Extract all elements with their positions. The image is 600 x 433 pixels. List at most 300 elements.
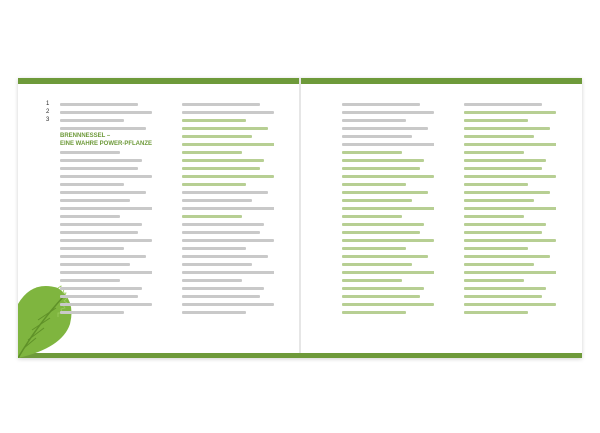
track-row — [46, 180, 170, 188]
track-row — [168, 132, 292, 140]
track-number — [450, 180, 464, 188]
track-row — [46, 132, 170, 140]
track-title — [464, 252, 556, 260]
unreadable-text-line — [60, 119, 124, 122]
track-number — [328, 172, 342, 180]
track-row — [450, 284, 574, 292]
green-band-bottom — [18, 353, 582, 358]
track-row — [46, 204, 170, 212]
track-title — [464, 132, 556, 140]
track-row — [450, 116, 574, 124]
unreadable-text-line — [464, 215, 524, 218]
track-title — [342, 300, 434, 308]
track-number — [328, 116, 342, 124]
unreadable-text-line — [182, 295, 260, 298]
track-title — [60, 252, 152, 260]
track-number — [328, 140, 342, 148]
track-row — [46, 260, 170, 268]
track-title — [342, 292, 434, 300]
track-number — [168, 236, 182, 244]
track-title — [60, 196, 152, 204]
track-title — [60, 108, 152, 116]
track-row — [328, 252, 452, 260]
track-row — [450, 292, 574, 300]
track-row — [328, 236, 452, 244]
unreadable-text-line — [342, 151, 402, 154]
track-number — [450, 268, 464, 276]
track-number — [168, 100, 182, 108]
track-number — [450, 148, 464, 156]
unreadable-text-line — [464, 119, 528, 122]
track-title — [464, 204, 556, 212]
unreadable-text-line — [60, 271, 152, 274]
track-number — [46, 180, 60, 188]
track-number — [168, 260, 182, 268]
unreadable-text-line — [464, 167, 542, 170]
track-title — [182, 236, 274, 244]
unreadable-text-line — [60, 287, 142, 290]
track-number — [46, 124, 60, 132]
track-row — [450, 196, 574, 204]
unreadable-text-line — [60, 311, 124, 314]
track-title — [342, 140, 434, 148]
unreadable-text-line — [182, 135, 252, 138]
track-number — [168, 204, 182, 212]
track-title — [60, 220, 152, 228]
track-duration — [556, 124, 574, 132]
track-number — [46, 148, 60, 156]
track-number — [46, 172, 60, 180]
track-title — [464, 292, 556, 300]
track-title — [60, 244, 152, 252]
track-number — [46, 268, 60, 276]
track-number — [46, 300, 60, 308]
track-title — [464, 308, 556, 316]
unreadable-text-line — [464, 191, 550, 194]
track-title — [342, 244, 434, 252]
track-number — [450, 108, 464, 116]
track-title — [60, 308, 152, 316]
track-row — [328, 204, 452, 212]
track-number — [450, 300, 464, 308]
track-duration — [556, 164, 574, 172]
unreadable-text-line — [60, 239, 152, 242]
track-title — [342, 260, 434, 268]
track-row — [328, 124, 452, 132]
track-row — [46, 116, 170, 124]
page-gutter — [299, 78, 301, 358]
track-number — [46, 252, 60, 260]
unreadable-text-line — [182, 279, 242, 282]
track-number — [168, 252, 182, 260]
track-number — [328, 276, 342, 284]
track-number — [168, 124, 182, 132]
track-number — [328, 244, 342, 252]
track-row — [328, 116, 452, 124]
track-title — [464, 172, 556, 180]
track-title — [342, 204, 434, 212]
track-duration — [274, 148, 292, 156]
track-number — [328, 300, 342, 308]
track-row — [168, 188, 292, 196]
track-number — [46, 236, 60, 244]
track-column-left-2 — [168, 100, 292, 316]
track-number — [168, 156, 182, 164]
track-row — [450, 220, 574, 228]
track-title — [342, 308, 434, 316]
track-row — [46, 228, 170, 236]
unreadable-text-line — [342, 311, 406, 314]
track-title — [342, 268, 434, 276]
track-duration — [274, 132, 292, 140]
track-row — [450, 132, 574, 140]
track-number — [450, 244, 464, 252]
track-title — [182, 156, 274, 164]
track-number — [168, 148, 182, 156]
unreadable-text-line — [182, 231, 260, 234]
track-duration — [556, 228, 574, 236]
unreadable-text-line — [464, 223, 546, 226]
track-duration — [274, 140, 292, 148]
track-duration — [274, 220, 292, 228]
unreadable-text-line — [342, 183, 406, 186]
track-row — [328, 244, 452, 252]
track-duration — [274, 308, 292, 316]
unreadable-text-line — [342, 103, 420, 106]
track-title — [342, 156, 434, 164]
track-number — [450, 188, 464, 196]
unreadable-text-line — [342, 215, 402, 218]
track-number — [168, 212, 182, 220]
track-number — [450, 156, 464, 164]
unreadable-text-line — [182, 167, 260, 170]
unreadable-text-line — [464, 263, 534, 266]
track-row — [46, 244, 170, 252]
unreadable-text-line — [342, 271, 434, 274]
track-row — [328, 156, 452, 164]
unreadable-text-line — [342, 287, 424, 290]
track-title — [464, 276, 556, 284]
track-row — [450, 164, 574, 172]
track-title — [182, 228, 274, 236]
track-duration — [556, 220, 574, 228]
unreadable-text-line — [342, 263, 412, 266]
unreadable-text-line — [182, 247, 246, 250]
track-number — [450, 116, 464, 124]
unreadable-text-line — [464, 231, 542, 234]
track-title — [182, 260, 274, 268]
track-number — [328, 204, 342, 212]
track-duration — [274, 236, 292, 244]
track-row — [450, 308, 574, 316]
track-number — [168, 268, 182, 276]
track-duration — [556, 300, 574, 308]
track-duration — [556, 236, 574, 244]
track-title — [182, 300, 274, 308]
track-number — [168, 188, 182, 196]
track-number — [168, 108, 182, 116]
track-row — [168, 180, 292, 188]
unreadable-text-line — [60, 159, 142, 162]
track-number — [168, 180, 182, 188]
unreadable-text-line — [342, 119, 406, 122]
track-duration — [556, 284, 574, 292]
track-column-right-1 — [328, 100, 452, 316]
track-title — [182, 308, 274, 316]
track-number — [450, 196, 464, 204]
unreadable-text-line — [182, 127, 268, 130]
track-duration — [274, 260, 292, 268]
track-title — [182, 140, 274, 148]
track-duration — [556, 116, 574, 124]
track-duration — [274, 180, 292, 188]
track-row — [46, 292, 170, 300]
track-title — [464, 244, 556, 252]
track-row — [328, 300, 452, 308]
track-row — [46, 276, 170, 284]
track-row — [46, 164, 170, 172]
track-duration — [556, 292, 574, 300]
track-duration — [556, 308, 574, 316]
track-number — [328, 252, 342, 260]
unreadable-text-line — [182, 255, 268, 258]
track-title — [182, 188, 274, 196]
unreadable-text-line — [182, 183, 246, 186]
track-row — [328, 212, 452, 220]
track-title — [464, 164, 556, 172]
unreadable-text-line — [464, 135, 534, 138]
unreadable-text-line — [342, 303, 434, 306]
track-row — [328, 268, 452, 276]
track-duration — [556, 212, 574, 220]
track-title — [60, 156, 152, 164]
track-number — [168, 300, 182, 308]
track-number — [328, 284, 342, 292]
track-row — [328, 188, 452, 196]
track-row — [46, 284, 170, 292]
unreadable-text-line — [464, 279, 524, 282]
track-row — [168, 140, 292, 148]
track-title — [342, 132, 434, 140]
unreadable-text-line — [464, 175, 556, 178]
track-title — [60, 284, 152, 292]
unreadable-text-line — [182, 287, 264, 290]
track-duration — [274, 300, 292, 308]
track-row — [328, 292, 452, 300]
track-number — [450, 252, 464, 260]
track-row — [168, 212, 292, 220]
track-title — [342, 188, 434, 196]
track-number — [46, 284, 60, 292]
track-row — [450, 100, 574, 108]
track-title — [182, 220, 274, 228]
track-row — [46, 156, 170, 164]
track-duration — [556, 148, 574, 156]
unreadable-text-line — [182, 151, 242, 154]
track-number — [328, 308, 342, 316]
track-row — [450, 124, 574, 132]
track-title — [182, 124, 274, 132]
unreadable-text-line — [60, 183, 124, 186]
unreadable-text-line — [464, 287, 546, 290]
track-title — [342, 212, 434, 220]
track-number — [168, 276, 182, 284]
track-row — [450, 236, 574, 244]
track-duration — [274, 156, 292, 164]
track-title — [464, 156, 556, 164]
track-row — [168, 292, 292, 300]
unreadable-text-line — [60, 215, 120, 218]
unreadable-text-line — [60, 199, 130, 202]
track-row — [328, 220, 452, 228]
unreadable-text-line — [342, 199, 412, 202]
track-row — [168, 172, 292, 180]
track-title — [464, 148, 556, 156]
track-title — [342, 164, 434, 172]
track-row — [168, 108, 292, 116]
track-row — [46, 252, 170, 260]
track-number — [46, 196, 60, 204]
track-row — [328, 172, 452, 180]
track-title — [342, 124, 434, 132]
track-title — [342, 108, 434, 116]
track-row — [450, 108, 574, 116]
track-duration — [274, 164, 292, 172]
unreadable-text-line — [464, 111, 556, 114]
track-title — [182, 204, 274, 212]
track-row — [46, 196, 170, 204]
track-row — [328, 164, 452, 172]
track-number: 1 — [46, 101, 50, 107]
track-number — [328, 212, 342, 220]
track-title — [464, 220, 556, 228]
track-duration — [274, 292, 292, 300]
track-title — [60, 188, 152, 196]
track-row — [328, 196, 452, 204]
unreadable-text-line — [464, 127, 550, 130]
track-number — [46, 140, 60, 148]
track-row — [168, 244, 292, 252]
track-row — [46, 212, 170, 220]
track-row — [168, 116, 292, 124]
track-row — [46, 172, 170, 180]
track-number — [328, 188, 342, 196]
track-duration — [274, 116, 292, 124]
track-row — [168, 100, 292, 108]
track-row — [450, 148, 574, 156]
track-title — [60, 124, 152, 132]
track-number — [168, 172, 182, 180]
unreadable-text-line — [60, 111, 152, 114]
unreadable-text-line — [182, 239, 274, 242]
track-number — [46, 228, 60, 236]
track-number — [450, 204, 464, 212]
track-row — [328, 284, 452, 292]
track-number — [328, 108, 342, 116]
track-number — [46, 188, 60, 196]
track-row — [168, 260, 292, 268]
track-number — [168, 220, 182, 228]
track-title — [464, 260, 556, 268]
track-title — [182, 148, 274, 156]
track-title — [60, 260, 152, 268]
track-row — [450, 140, 574, 148]
unreadable-text-line — [342, 207, 434, 210]
track-title — [182, 196, 274, 204]
unreadable-text-line — [60, 255, 146, 258]
track-number — [328, 236, 342, 244]
track-duration — [556, 132, 574, 140]
track-number — [328, 132, 342, 140]
track-number — [450, 228, 464, 236]
track-row — [168, 164, 292, 172]
unreadable-text-line — [60, 167, 138, 170]
track-title — [182, 284, 274, 292]
track-duration — [274, 188, 292, 196]
track-title — [342, 284, 434, 292]
unreadable-text-line — [60, 231, 138, 234]
unreadable-text-line — [182, 119, 246, 122]
track-number — [450, 212, 464, 220]
unreadable-text-line — [342, 255, 428, 258]
track-title — [464, 188, 556, 196]
track-title — [342, 116, 434, 124]
track-duration — [274, 172, 292, 180]
track-duration — [556, 204, 574, 212]
track-number: 3 — [46, 117, 50, 123]
track-row — [46, 308, 170, 316]
track-number — [46, 156, 60, 164]
track-row — [450, 172, 574, 180]
unreadable-text-line — [60, 263, 130, 266]
track-column-left-1 — [46, 100, 170, 316]
track-number — [46, 292, 60, 300]
track-number — [46, 132, 60, 140]
track-title — [60, 116, 152, 124]
track-row — [328, 140, 452, 148]
track-number — [168, 196, 182, 204]
unreadable-text-line — [60, 295, 138, 298]
track-number — [328, 268, 342, 276]
track-title — [464, 108, 556, 116]
track-number — [46, 212, 60, 220]
track-number — [168, 308, 182, 316]
track-title — [182, 132, 274, 140]
track-row — [328, 308, 452, 316]
unreadable-text-line — [182, 223, 264, 226]
track-duration — [556, 172, 574, 180]
track-row — [328, 108, 452, 116]
track-title — [60, 228, 152, 236]
track-duration — [556, 156, 574, 164]
track-title — [464, 180, 556, 188]
track-title — [342, 236, 434, 244]
track-row — [328, 228, 452, 236]
track-duration — [274, 100, 292, 108]
track-number — [450, 140, 464, 148]
unreadable-text-line — [60, 151, 120, 154]
track-duration — [556, 100, 574, 108]
unreadable-text-line — [342, 247, 406, 250]
unreadable-text-line — [182, 303, 274, 306]
track-row — [450, 268, 574, 276]
track-title — [342, 180, 434, 188]
track-number — [328, 164, 342, 172]
unreadable-text-line — [60, 247, 124, 250]
unreadable-text-line — [464, 247, 528, 250]
track-row — [450, 276, 574, 284]
track-number — [168, 284, 182, 292]
